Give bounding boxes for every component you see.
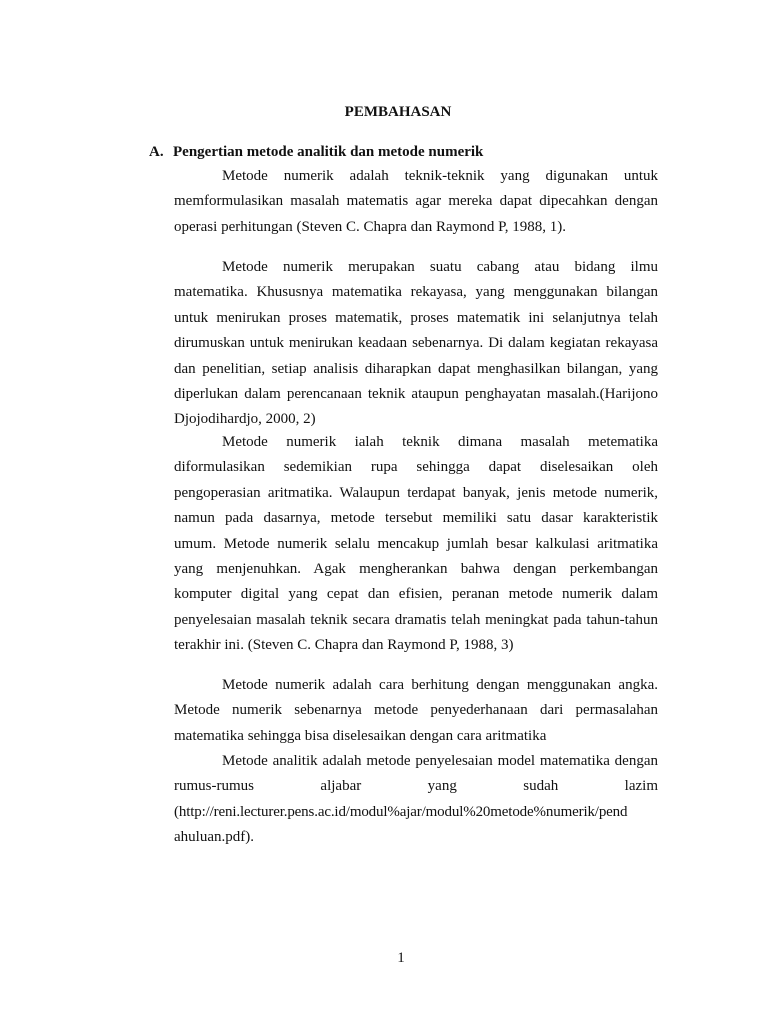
paragraph-line: Metode numerik adalah cara berhitung dengan menggunakan angka. — [222, 677, 658, 693]
paragraph-line: operasi perhitungan (Steven C. Chapra dan Raymond P, 1988, 1). — [174, 218, 567, 235]
paragraph-line: dan penelitian, setiap analisis diharapkan dapat menghasilkan bilangan, yang — [174, 360, 658, 377]
paragraph-line: (http://reni.lecturer.pens.ac.id/modul%ajar/modul%20metode%numerik/pend — [174, 803, 628, 820]
section-heading-text: Pengertian metode analitik dan metode numerik — [173, 144, 484, 160]
paragraph-3 — [174, 430, 658, 659]
paragraph-line: Metode numerik sebenarnya metode penyederhanaan dari permasalahan — [174, 702, 658, 719]
paragraph-line: diformulasikan sedemikian rupa sehingga dapat diselesaikan oleh — [174, 459, 658, 476]
paragraph-line: komputer digital yang cepat dan efisien, peranan metode numerik dalam — [174, 586, 658, 603]
section-heading — [149, 142, 483, 162]
paragraph-line: matematika sehingga bisa diselesaikan dengan cara aritmatika — [174, 727, 547, 744]
paragraph-line: dirumuskan untuk menirukan keadaan sebenarnya. Di dalam kegiatan rekayasa — [174, 335, 658, 352]
paragraph-line: namun pada dasarnya, metode tersebut memiliki satu dasar karakteristik — [174, 510, 658, 527]
paragraph-line: diperlukan dalam perencanaan teknik ataupun penghayatan masalah.(Harijono — [174, 385, 658, 402]
paragraph-line: ahuluan.pdf). — [174, 829, 254, 846]
paragraph-1 — [174, 164, 658, 240]
paragraph-5 — [174, 749, 658, 851]
paragraph-line: Metode numerik ialah teknik dimana masalah metematika — [222, 434, 658, 450]
paragraph-line: yang menjenuhkan. Agak mengherankan bahwa dengan perkembangan — [174, 560, 658, 577]
paragraph-line: Metode analitik adalah metode penyelesaian model matematika dengan — [222, 753, 658, 769]
paragraph-line: untuk menirukan proses matematik, proses matematik ini selanjutnya telah — [174, 309, 658, 326]
paragraph-line: Djojodihardjo, 2000, 2) — [174, 411, 316, 428]
paragraph-line: matematika. Khususnya matematika rekayasa, yang menggunakan bilangan — [174, 284, 658, 301]
paragraph-line: penyelesaian masalah teknik secara dramatis telah meningkat pada tahun-tahun — [174, 611, 658, 628]
paragraph-line: rumus-rumus aljabar yang sudah lazim — [174, 778, 658, 795]
section-marker: A. — [149, 144, 164, 160]
paragraph-line: memformulasikan masalah matematis agar mereka dapat dipecahkan dengan — [174, 193, 658, 210]
paragraph-line: pengoperasian aritmatika. Walaupun terdapat banyak, jenis metode numerik, — [174, 484, 658, 501]
paragraph-4 — [174, 673, 658, 749]
paragraph-line: Metode numerik adalah teknik-teknik yang digunakan untuk — [222, 168, 658, 184]
paragraph-2 — [174, 255, 658, 433]
paragraph-line: terakhir ini. (Steven C. Chapra dan Raymond P, 1988, 3) — [174, 637, 514, 654]
paragraph-line: Metode numerik merupakan suatu cabang atau bidang ilmu — [222, 259, 658, 275]
paragraph-line: umum. Metode numerik selalu mencakup jumlah besar kalkulasi aritmatika — [174, 535, 658, 552]
page-title: PEMBAHASAN — [344, 104, 452, 120]
page-number: 1 — [397, 950, 405, 966]
